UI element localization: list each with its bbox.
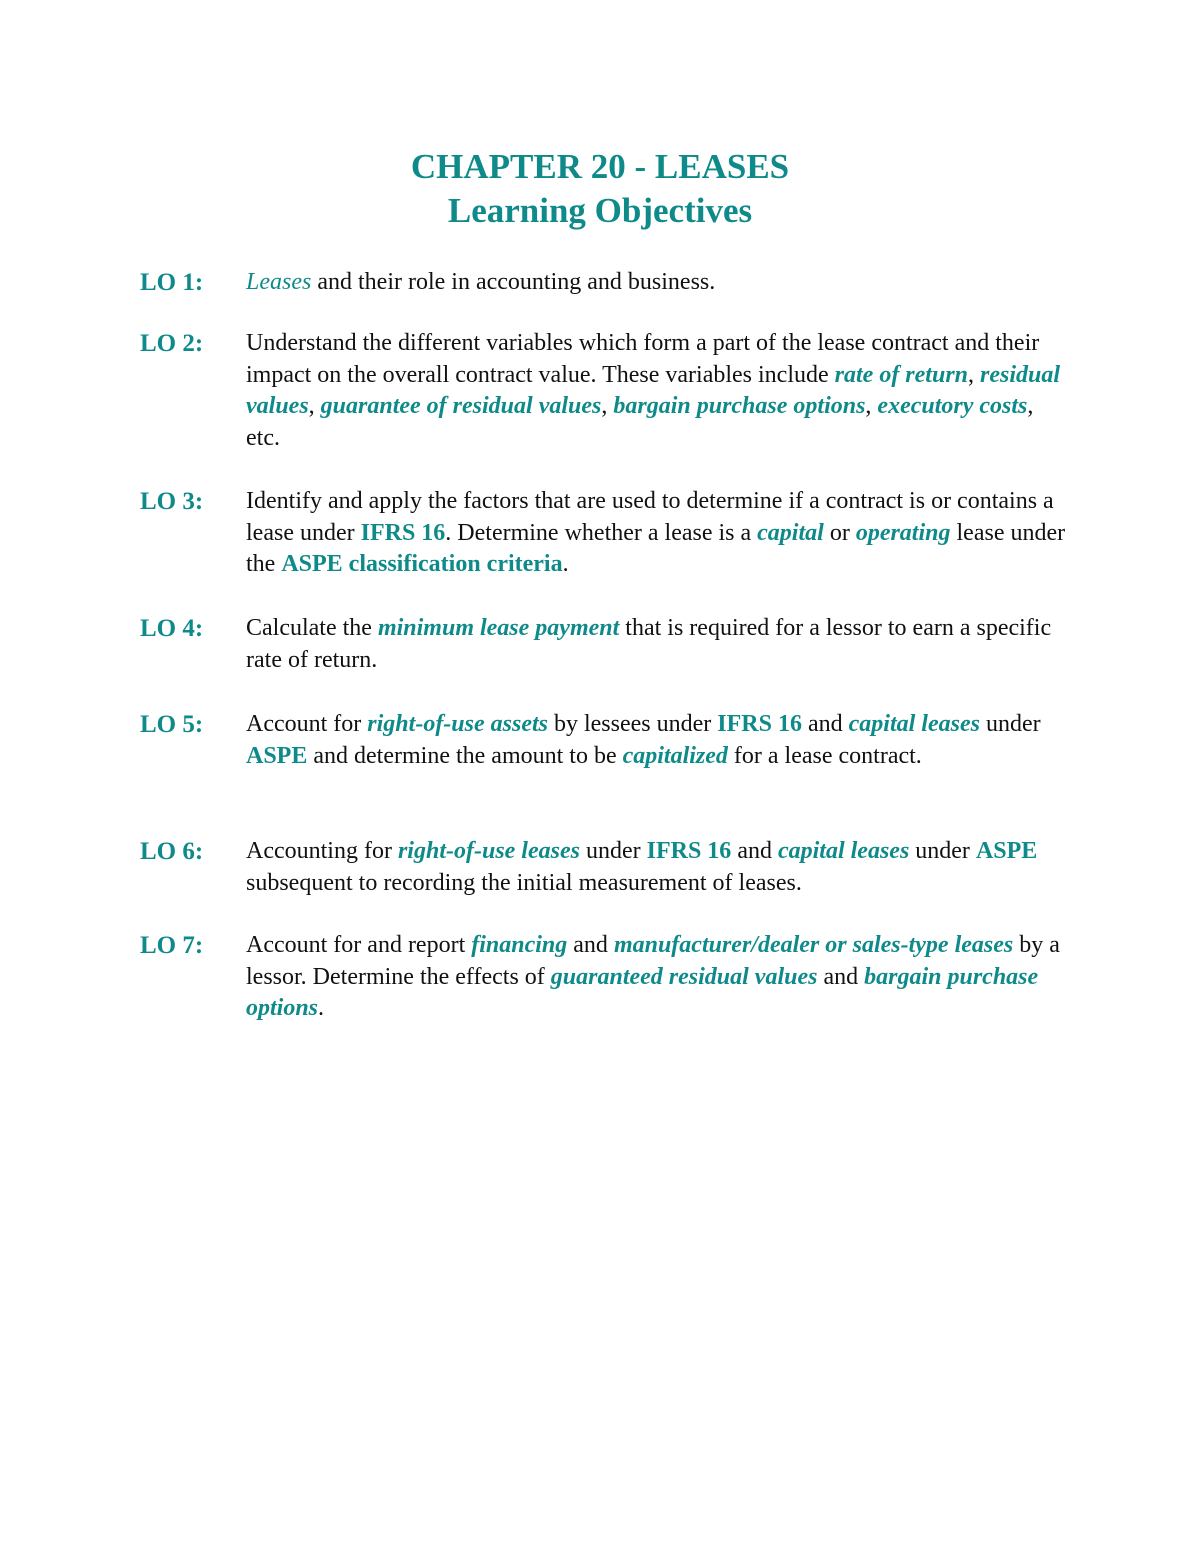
lo-text-run: by a lessor. Determine the effects of: [246, 932, 1060, 990]
lo-text-run: or: [823, 519, 856, 546]
lo-term: IFRS 16: [646, 838, 732, 864]
lo-text-run: under: [579, 838, 647, 864]
lo-term: capitalized: [622, 742, 728, 769]
lo-text: [246, 709, 1066, 772]
lo-term: minimum lease payment: [377, 615, 620, 641]
lo-term: operating: [855, 519, 951, 546]
lo-term: guarantee of residual values: [320, 393, 602, 419]
lo-text-run: .: [562, 551, 569, 577]
lo-label: LO 5:: [140, 711, 204, 738]
lo-text-run: that is required for a lessor to earn a specific rate of return.: [246, 615, 1052, 673]
lo-term: IFRS 16: [717, 711, 802, 737]
lo-text: [246, 930, 1066, 1025]
lo-text-run: and their role in accounting and business.: [311, 269, 716, 295]
lo-term: Leases: [246, 269, 312, 295]
lo-text-run: and: [567, 932, 614, 958]
lo-text-run: under: [979, 711, 1041, 737]
lo-term: guaranteed residual values: [550, 963, 818, 990]
lo-text-run: , etc.: [246, 393, 1034, 451]
lo-label: LO 3:: [140, 488, 204, 515]
lo-text-run: for a lease contract.: [727, 742, 922, 769]
lo-text-run: ,: [601, 393, 614, 419]
lo-text-run: ,: [865, 393, 878, 419]
lo-text-run: and determine the amount to be: [307, 742, 623, 769]
lo-term: ASPE: [246, 742, 308, 769]
lo-text-run: Account for and report: [246, 932, 472, 958]
lo-text: [246, 328, 1066, 454]
lo-text: [246, 836, 1066, 899]
lo-term: ASPE classification criteria: [281, 551, 563, 577]
lo-text-run: and: [801, 711, 849, 737]
lo-label: LO 1:: [140, 269, 204, 296]
lo-label: LO 6:: [140, 838, 204, 865]
lo-term: executory costs: [877, 393, 1028, 419]
chapter-title: CHAPTER 20 - LEASES: [410, 147, 790, 186]
lo-text-run: Understand the different variables which form a part of the lease contract and their impact on the overall contract value. These variables include: [246, 330, 1040, 388]
lo-label: LO 7:: [140, 932, 204, 959]
lo-term: IFRS 16: [360, 519, 446, 546]
lo-text: [246, 613, 1066, 676]
lo-text-run: ,: [308, 393, 321, 419]
lo-text-run: ,: [968, 361, 981, 388]
lo-term: capital leases: [777, 838, 910, 864]
lo-term: financing: [471, 932, 568, 958]
lo-term: capital: [757, 519, 824, 546]
lo-term: bargain purchase options: [613, 393, 866, 419]
lo-text-run: Accounting for: [246, 838, 398, 864]
lo-text-run: and: [731, 838, 778, 864]
lo-term: right-of-use assets: [367, 711, 548, 737]
page-subtitle: Learning Objectives: [447, 191, 753, 230]
lo-term: ASPE: [975, 838, 1038, 864]
lo-term: right-of-use leases: [397, 838, 580, 864]
lo-text-run: Identify and apply the factors that are used to determine if a contract is or contains a lease under: [246, 488, 1054, 546]
lo-text-run: Calculate the: [246, 615, 378, 641]
lo-term: rate of return: [834, 361, 969, 388]
lo-text: [246, 267, 1066, 299]
lo-text-run: by lessees under: [547, 711, 718, 737]
lo-text-run: Account for: [246, 711, 368, 737]
lo-text: [246, 486, 1066, 581]
lo-term: manufacturer/dealer or sales-type leases: [613, 932, 1014, 958]
lo-label: LO 2:: [140, 330, 204, 357]
lo-label: LO 4:: [140, 615, 204, 642]
lo-text-run: . Determine whether a lease is a: [445, 519, 758, 546]
lo-text-run: subsequent to recording the initial measurement of leases.: [246, 869, 802, 896]
lo-term: capital leases: [848, 711, 980, 737]
lo-text-run: .: [318, 995, 325, 1021]
lo-text-run: under: [909, 838, 976, 864]
lo-term: bargain purchase options: [246, 963, 1039, 1021]
lo-text-run: lease under the: [246, 519, 1066, 577]
lo-text-run: and: [817, 963, 865, 990]
lo-term: residual values: [246, 361, 1061, 419]
